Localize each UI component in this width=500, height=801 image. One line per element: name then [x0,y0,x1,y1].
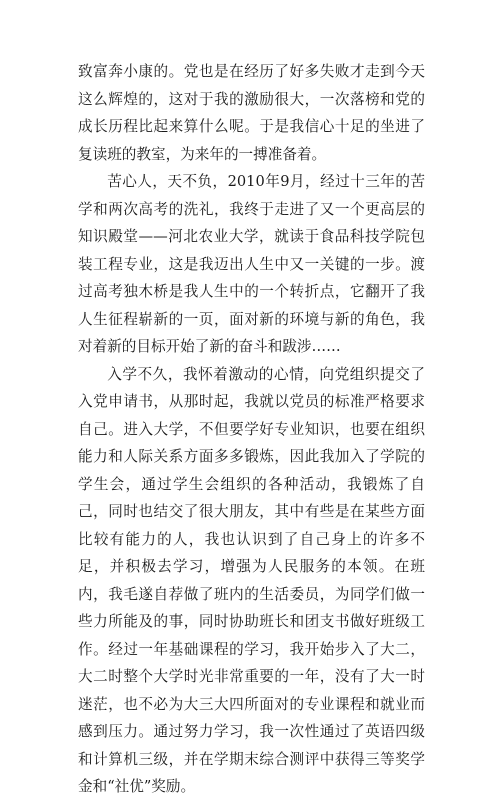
paragraph-2: 苦心人，天不负，2010年9月，经过十三年的苦学和两次高考的洗礼，我终于走进了又一个更高层的知识殿堂——河北农业大学，就读于食品科技学院包装工程专业，这是我迈出人生中又一关键的一步。渡过高考独木桥是我人生中的一个转折点，它翻开了我人生征程崭新的一页，面对新的环境与新的角色，我对着新的目标开始了新的奋斗和跋涉…… [78,173,425,355]
paragraph-3: 入学不久，我怀着激动的心情，向党组织提交了入党申请书，从那时起，我就以党员的标准严格要求自己。进入大学，不但要学好专业知识，也要在组织能力和人际关系方面多多锻炼，因此我加入了学院的学生会，通过学生会组织的各种活动，我锻炼了自己，同时也结交了很大朋友，其中有些是在某些方面比较有能力的人，我也认识到了自己身上的许多不足，并积极去学习，增强为人民服务的本领。在班内，我毛遂自荐做了班内的生活委员，为同学们做一些力所能及的事，同时协助班长和团支书做好班级工作。经过一年基础课程的学习，我开始步入了大二，大二时整个大学时光非常重要的一年，没有了大一时迷茫，也不必为大三大四所面对的专业课程和就业而感到压力。通过努力学习，我一次性通过了英语四级和计算机三级，并在学期末综合测评中获得三等奖学金和“社优”奖励。 [78,365,425,795]
document-page [78,58,425,801]
paragraph-1: 致富奔小康的。党也是在经历了好多失败才走到今天这么辉煌的，这对于我的激励很大，一次落榜和党的成长历程比起来算什么呢。于是我信心十足的坐进了复读班的教室，为来年的一搏准备着。 [78,63,425,163]
